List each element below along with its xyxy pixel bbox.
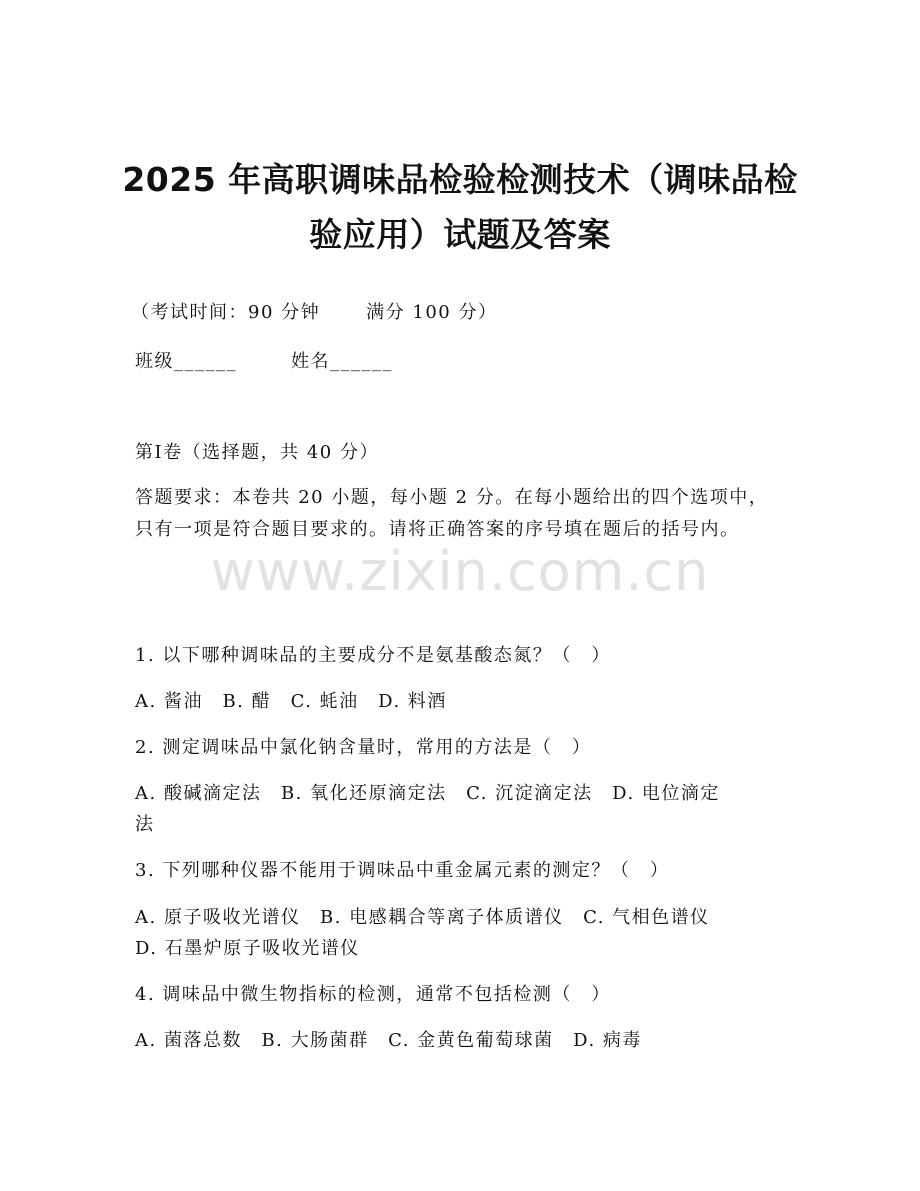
question-1-options: A. 酱油 B. 醋 C. 蚝油 D. 料酒 [135,691,447,712]
title-line-1: 2025 年高职调味品检验检测技术（调味品检 [122,160,798,199]
question-4: 4. 调味品中微生物指标的检测，通常不包括检测（ ） [135,984,611,1005]
section-title: 第Ⅰ卷（选择题，共 40 分） [135,442,379,463]
document-title [60,152,860,262]
class-field: 班级______ [135,351,237,372]
question-1: 1. 以下哪种调味品的主要成分不是氨基酸态氮？（ ） [135,645,611,666]
student-fields [135,346,393,378]
question-3-options-line-2: D. 石墨炉原子吸收光谱仪 [135,938,360,959]
question-2-options-line-2: 法 [135,814,155,835]
question-3: 3. 下列哪种仪器不能用于调味品中重金属元素的测定？（ ） [135,860,670,881]
instructions: 答题要求：本卷共 20 小题，每小题 2 分。在每小题给出的四个选项中，只有一项是符合题目要求的。请将正确答案的序号填在题后的括号内。 [135,487,769,540]
question-3-options-line-1: A. 原子吸收光谱仪 B. 电感耦合等离子体质谱仪 C. 气相色谱仪 [135,907,710,928]
exam-score: 满分 100 分） [366,302,498,323]
watermark: www.zixin.com.cn [210,540,710,603]
exam-time: （考试时间：90 分钟 [131,302,321,323]
title-line-2: 验应用）试题及答案 [309,215,611,254]
name-field: 姓名______ [291,351,393,372]
question-4-options: A. 菌落总数 B. 大肠菌群 C. 金黄色葡萄球菌 D. 病毒 [135,1030,642,1051]
question-2: 2. 测定调味品中氯化钠含量时，常用的方法是（ ） [135,737,592,758]
exam-info [131,297,497,329]
question-2-options-line-1: A. 酸碱滴定法 B. 氧化还原滴定法 C. 沉淀滴定法 D. 电位滴定 [135,783,720,804]
